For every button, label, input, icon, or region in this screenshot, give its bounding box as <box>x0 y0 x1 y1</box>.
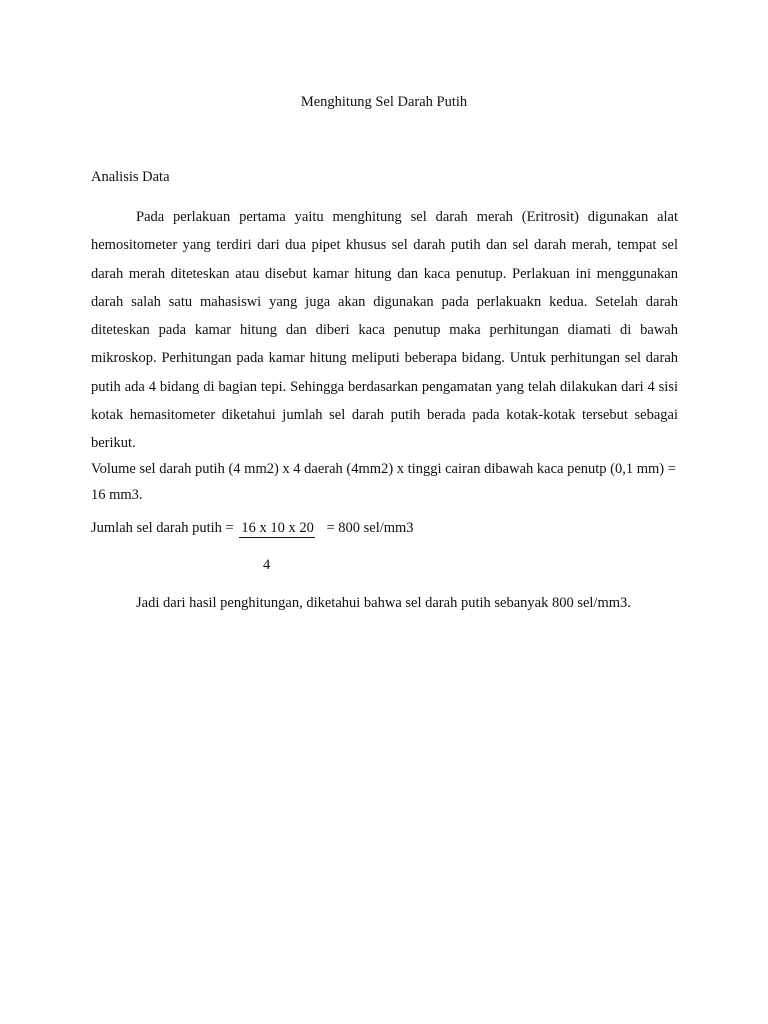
conclusion-text: Jadi dari hasil penghitungan, diketahui bahwa sel darah putih sebanyak 800 sel/mm3. <box>136 595 631 611</box>
section-heading: Analisis Data <box>91 169 170 185</box>
volume-calculation: Volume sel darah putih (4 mm2) x 4 daerah (4mm2) x tinggi cairan dibawah kaca penutp (0,1 mm) = 16 mm3. <box>91 461 676 503</box>
analysis-paragraph: Pada perlakuan pertama yaitu menghitung sel darah merah (Eritrosit) digunakan alat hemositometer yang terdiri dari dua pipet khusus sel darah putih dan sel darah merah, tempat sel darah merah diteteskan atau disebut kamar hitung dan kaca penutup. Perlakuan ini menggunakan darah salah satu mahasiswi yang juga akan digunakan pada perlakuakn kedua. Setelah darah diteteskan pada kamar hitung dan diberi kaca penutup maka perhitungan diamati di bawah mikroskop. Perhitungan pada kamar hitung meliputi beberapa bidang. Untuk perhitungan sel darah putih ada 4 bidang di bagian tepi. Sehingga berdasarkan pengamatan yang telah dilakukan dari 4 sisi kotak hemasitometer diketahui jumlah sel darah putih berada pada kotak-kotak tersebut sebagai berikut. <box>91 209 678 452</box>
formula-numerator: 16 x 10 x 20 <box>241 520 314 536</box>
formula-result: = 800 sel/mm3 <box>326 520 414 536</box>
formula-denominator: 4 <box>263 557 271 573</box>
formula-line <box>91 519 414 538</box>
document-title: Menghitung Sel Darah Putih <box>300 94 468 110</box>
formula-label: Jumlah sel darah putih = <box>91 520 234 536</box>
